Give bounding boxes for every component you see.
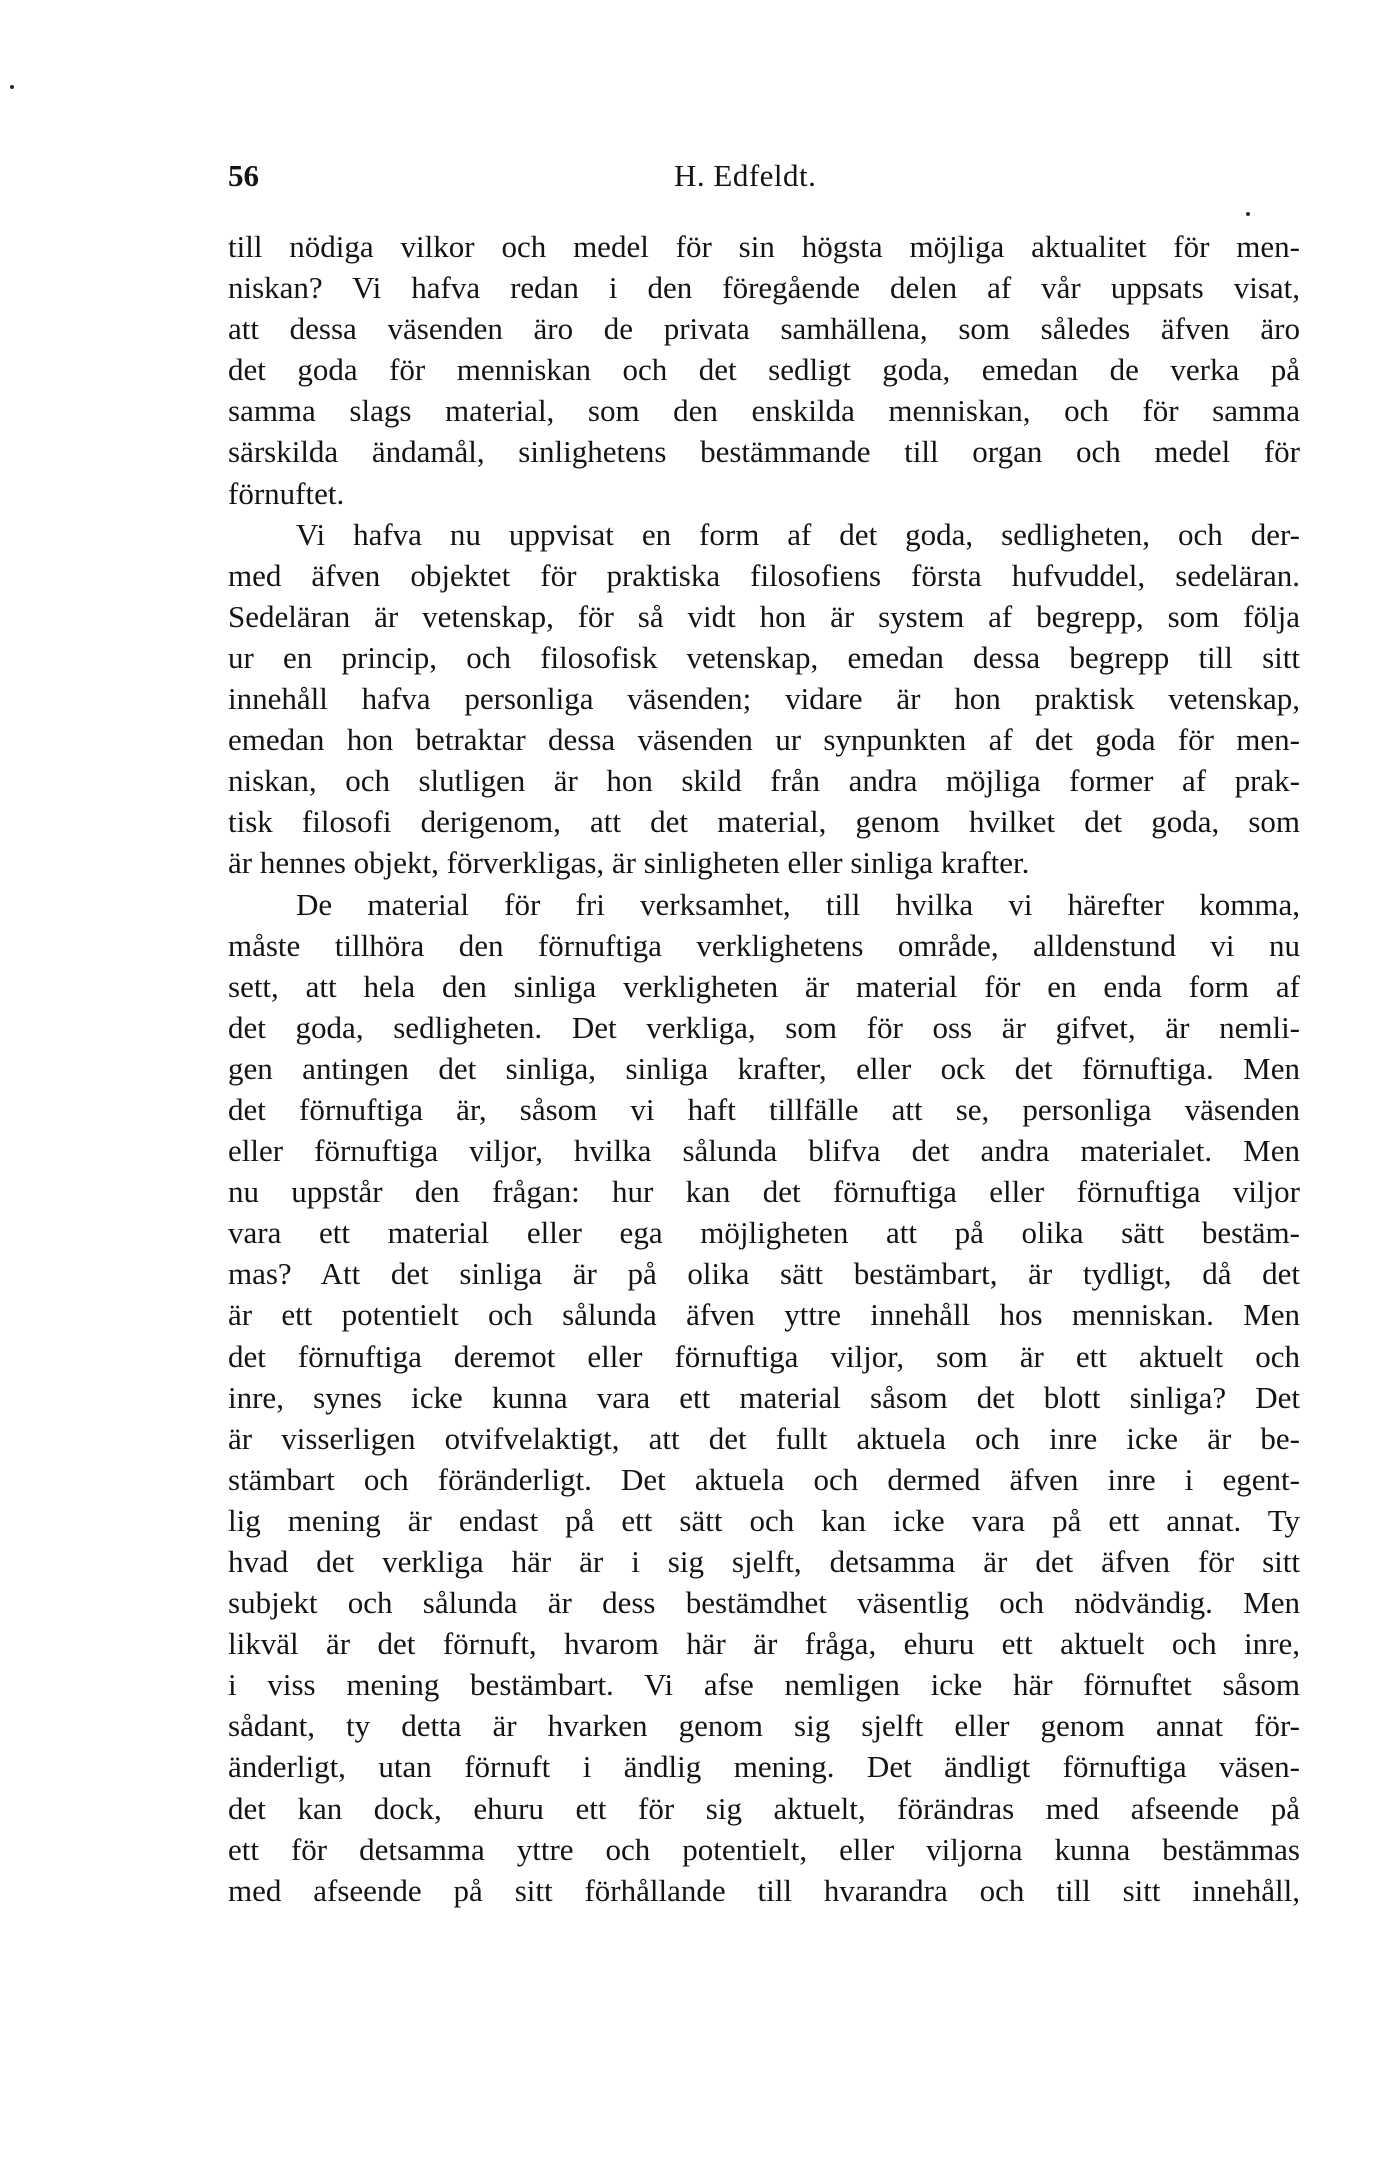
text-line: är hennes objekt, förverkligas, är sinligheten eller sinliga krafter.	[228, 845, 1030, 881]
text-line: subjekt och sålunda är dess bestämdhet väsentlig och nödvändig. Men	[228, 1585, 1300, 1621]
text-line: vara ett material eller ega möjligheten att på olika sätt bestäm-	[228, 1215, 1300, 1251]
scan-speck	[1246, 212, 1250, 216]
text-line: till nödiga vilkor och medel för sin högsta möjliga aktualitet för men-	[228, 229, 1300, 264]
text-line: det goda, sedligheten. Det verkliga, som för oss är gifvet, är nemli-	[228, 1009, 1300, 1045]
text-line: änderligt, utan förnuft i ändlig mening. Det ändligt förnuftiga väsen-	[228, 1749, 1300, 1785]
text-line: lig mening är endast på ett sätt och kan icke vara på ett annat. Ty	[228, 1502, 1300, 1538]
text-line: med afseende på sitt förhållande till hvarandra och till sitt innehåll,	[228, 1872, 1300, 1908]
text-line: ett för detsamma yttre och potentielt, eller viljorna kunna bestämmas	[228, 1831, 1300, 1867]
text-line: emedan hon betraktar dessa väsenden ur synpunkten af det goda för men-	[228, 722, 1300, 758]
text-line: niskan? Vi hafva redan i den föregående delen af vår uppsats visat,	[228, 270, 1300, 306]
text-line: särskilda ändamål, sinlighetens bestämmande till organ och medel för	[228, 434, 1300, 470]
text-line: är visserligen otvifvelaktigt, att det fullt aktuela och inre icke är be-	[228, 1420, 1300, 1456]
scan-speck	[10, 85, 14, 89]
text-line: hvad det verkliga här är i sig sjelft, detsamma är det äfven för sitt	[228, 1544, 1300, 1579]
text-line: De material för fri verksamhet, till hvilka vi härefter komma,	[296, 886, 1300, 922]
text-line: Sedeläran är vetenskap, för så vidt hon är system af begrepp, som följa	[228, 598, 1300, 634]
text-line: niskan, och slutligen är hon skild från andra möjliga former af prak-	[228, 763, 1300, 799]
text-line: stämbart och föränderligt. Det aktuela och dermed äfven inre i egent-	[228, 1461, 1300, 1497]
text-line: samma slags material, som den enskilda menniskan, och för samma	[228, 393, 1300, 429]
text-line: måste tillhöra den förnuftiga verklighetens område, alldenstund vi nu	[228, 927, 1300, 963]
text-line: förnuftet.	[228, 475, 345, 511]
text-line: innehåll hafva personliga väsenden; vidare är hon praktisk vetenskap,	[228, 681, 1300, 717]
running-head: H. Edfeldt.	[674, 158, 817, 193]
text-line: Vi hafva nu uppvisat en form af det goda, sedligheten, och der-	[296, 516, 1300, 552]
text-line: sådant, ty detta är hvarken genom sig sjelft eller genom annat för-	[228, 1708, 1300, 1744]
text-line: det goda för menniskan och det sedligt goda, emedan de verka på	[228, 352, 1300, 388]
text-line: det förnuftiga deremot eller förnuftiga viljor, som är ett aktuelt och	[228, 1338, 1300, 1374]
text-line: likväl är det förnuft, hvarom här är fråga, ehuru ett aktuelt och inre,	[228, 1626, 1300, 1662]
text-line: nu uppstår den frågan: hur kan det förnuftiga eller förnuftiga viljor	[228, 1174, 1300, 1210]
text-line: inre, synes icke kunna vara ett material såsom det blott sinliga? Det	[228, 1379, 1300, 1415]
text-line: i viss mening bestämbart. Vi afse nemligen icke här förnuftet såsom	[228, 1667, 1300, 1703]
text-line: är ett potentielt och sålunda äfven yttre innehåll hos menniskan. Men	[228, 1297, 1300, 1333]
text-line: det kan dock, ehuru ett för sig aktuelt, förändras med afseende på	[228, 1790, 1300, 1826]
page-header	[228, 158, 1300, 198]
text-line: tisk filosofi derigenom, att det material, genom hvilket det goda, som	[228, 804, 1300, 840]
text-line: gen antingen det sinliga, sinliga krafter, eller ock det förnuftiga. Men	[228, 1050, 1300, 1086]
text-line: med äfven objektet för praktiska filosofiens första hufvuddel, sedeläran.	[228, 557, 1300, 593]
text-line: mas? Att det sinliga är på olika sätt bestämbart, är tydligt, då det	[228, 1256, 1300, 1292]
text-line: sett, att hela den sinliga verkligheten är material för en enda form af	[228, 968, 1300, 1004]
text-line: att dessa väsenden äro de privata samhällena, som således äfven äro	[228, 311, 1300, 347]
text-line: ur en princip, och filosofisk vetenskap, emedan dessa begrepp till sitt	[228, 639, 1300, 675]
page-number: 56	[228, 158, 259, 193]
body-text	[228, 226, 1300, 1911]
text-line: det förnuftiga är, såsom vi haft tillfälle att se, personliga väsenden	[228, 1091, 1300, 1127]
text-line: eller förnuftiga viljor, hvilka sålunda blifva det andra materialet. Men	[228, 1133, 1300, 1169]
